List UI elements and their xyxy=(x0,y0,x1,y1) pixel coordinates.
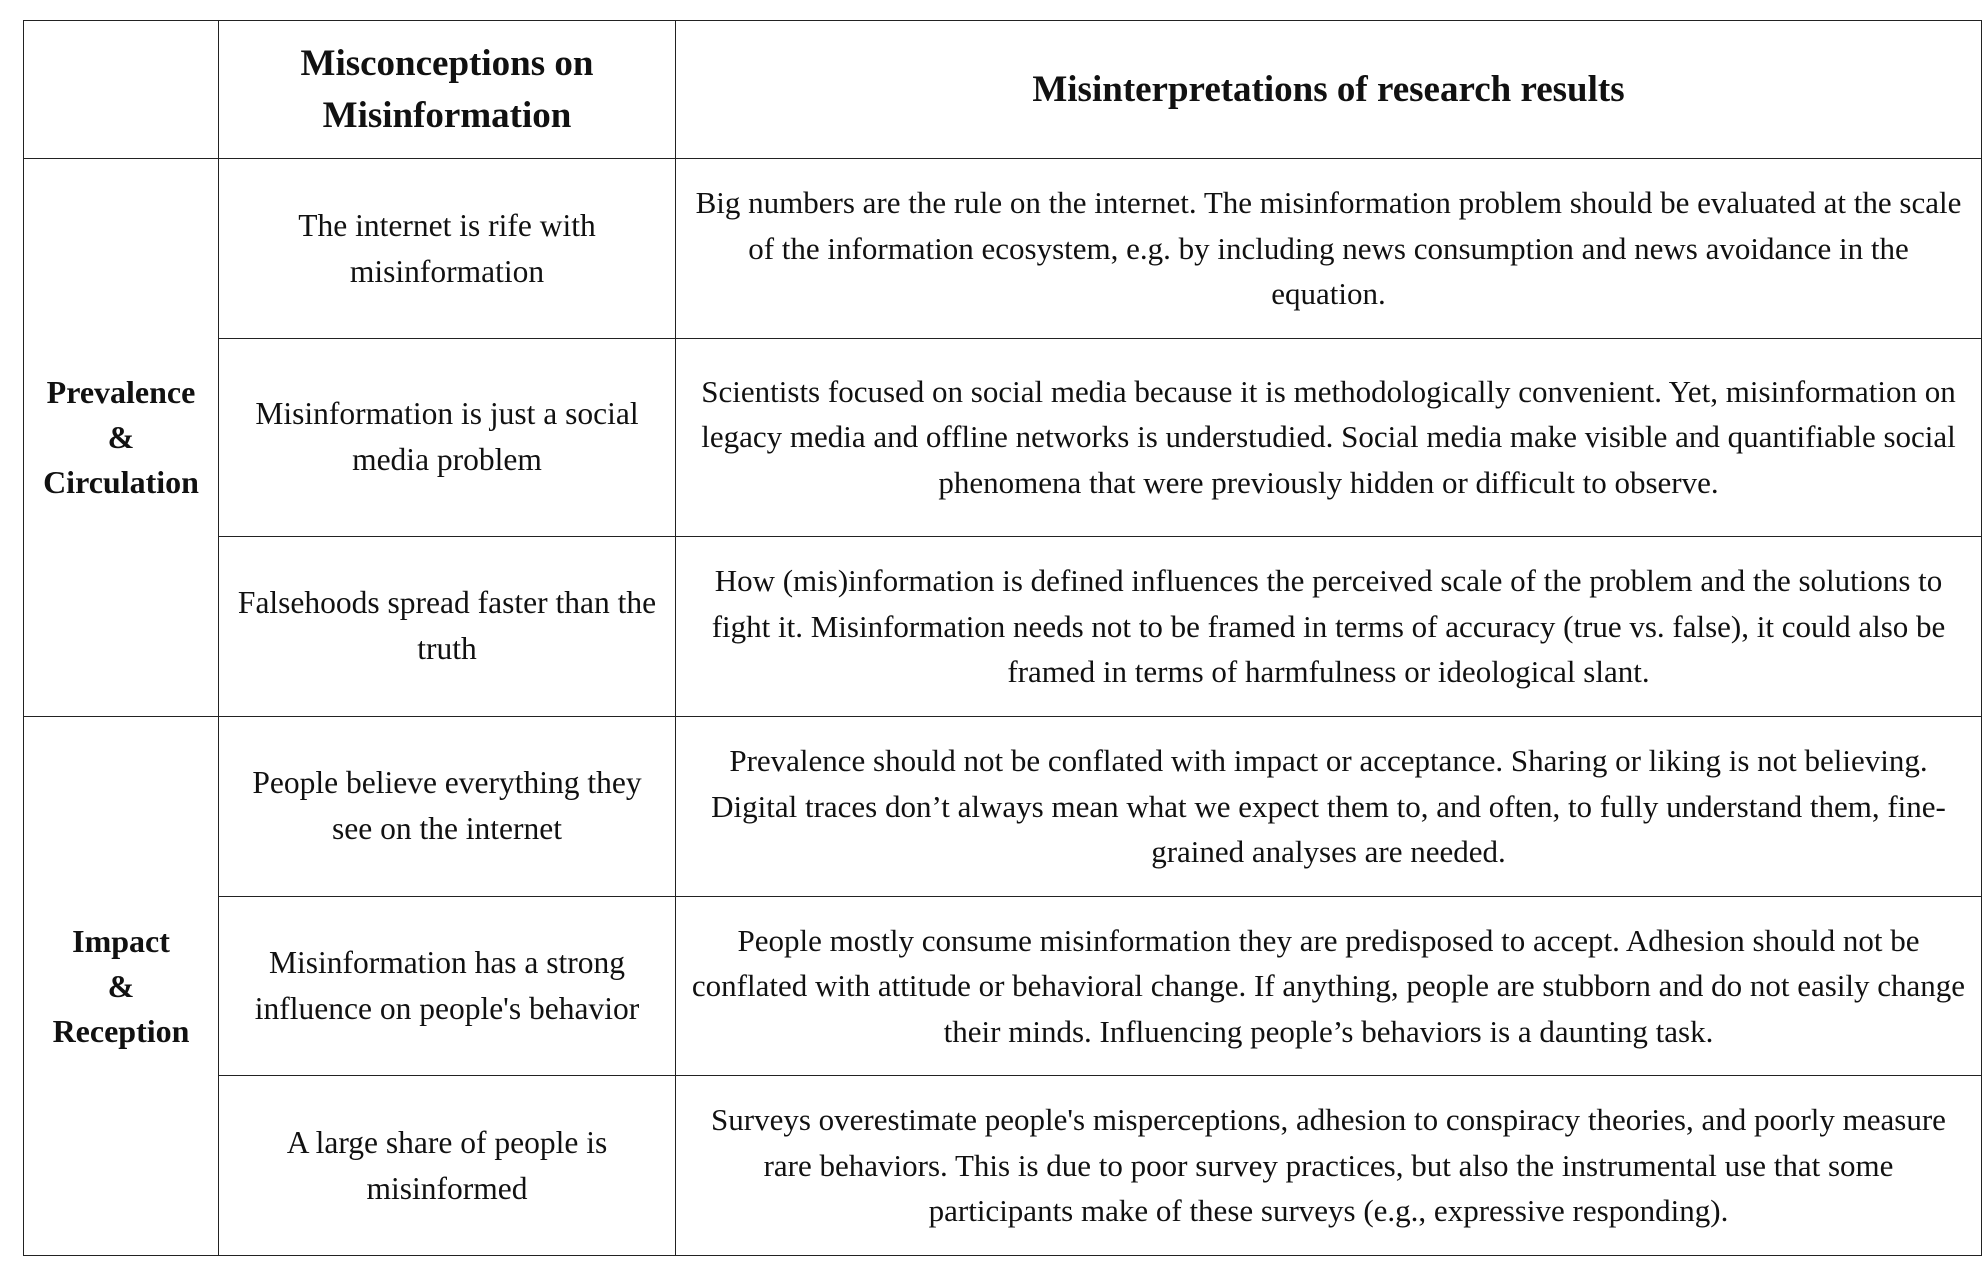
table-row xyxy=(24,536,1982,717)
table-row xyxy=(24,338,1982,536)
misconception-cell: Falsehoods spread faster than the truth xyxy=(219,536,676,717)
category-impact-reception xyxy=(24,717,219,1256)
table-row xyxy=(24,159,1982,339)
category-prevalence-circulation xyxy=(24,159,219,717)
explanation-cell: Prevalence should not be conflated with impact or acceptance. Sharing or liking is not believing. Digital traces don’t always mean what we expect them to, and often, to fully understand them, fine-grained analyses are needed. xyxy=(676,717,1982,897)
category-label-line: & xyxy=(107,967,135,1004)
category-label-line: Impact xyxy=(72,922,170,959)
explanation-cell: Scientists focused on social media because it is methodologically convenient. Yet, misinformation on legacy media and offline networks is understudied. Social media make visible and quantifiable social phenomena that were previously hidden or difficult to observe. xyxy=(676,338,1982,536)
misinterpretations-column-header: Misinterpretations of research results xyxy=(676,21,1982,159)
misconception-cell: The internet is rife with misinformation xyxy=(219,159,676,339)
table-header-row xyxy=(24,21,1982,159)
misinformation-table xyxy=(23,20,1982,1256)
corner-header-cell xyxy=(24,21,219,159)
table-row xyxy=(24,896,1982,1076)
category-label-line: & xyxy=(107,419,135,456)
category-label-line: Circulation xyxy=(43,464,199,501)
table-row xyxy=(24,717,1982,897)
explanation-cell: People mostly consume misinformation they are predisposed to accept. Adhesion should not be conflated with attitude or behavioral change. If anything, people are stubborn and do not easily change their minds. Influencing people’s behaviors is a daunting task. xyxy=(676,896,1982,1076)
misconception-cell: People believe everything they see on the internet xyxy=(219,717,676,897)
explanation-cell: How (mis)information is defined influences the perceived scale of the problem and the solutions to fight it. Misinformation needs not to be framed in terms of accuracy (true vs. false), it could also be framed in terms of harmfulness or ideological slant. xyxy=(676,536,1982,717)
misconception-cell: Misinformation is just a social media problem xyxy=(219,338,676,536)
table-row xyxy=(24,1076,1982,1256)
category-label-line: Prevalence xyxy=(46,374,196,411)
misconceptions-column-header: Misconceptions on Misinformation xyxy=(219,21,676,159)
explanation-cell: Big numbers are the rule on the internet. The misinformation problem should be evaluated at the scale of the information ecosystem, e.g. by including news consumption and news avoidance in the equation. xyxy=(676,159,1982,339)
misconception-cell: A large share of people is misinformed xyxy=(219,1076,676,1256)
explanation-cell: Surveys overestimate people's misperceptions, adhesion to conspiracy theories, and poorly measure rare behaviors. This is due to poor survey practices, but also the instrumental use that some participants make of these surveys (e.g., expressive responding). xyxy=(676,1076,1982,1256)
category-label-line: Reception xyxy=(52,1012,190,1049)
misconception-cell: Misinformation has a strong influence on people's behavior xyxy=(219,896,676,1076)
